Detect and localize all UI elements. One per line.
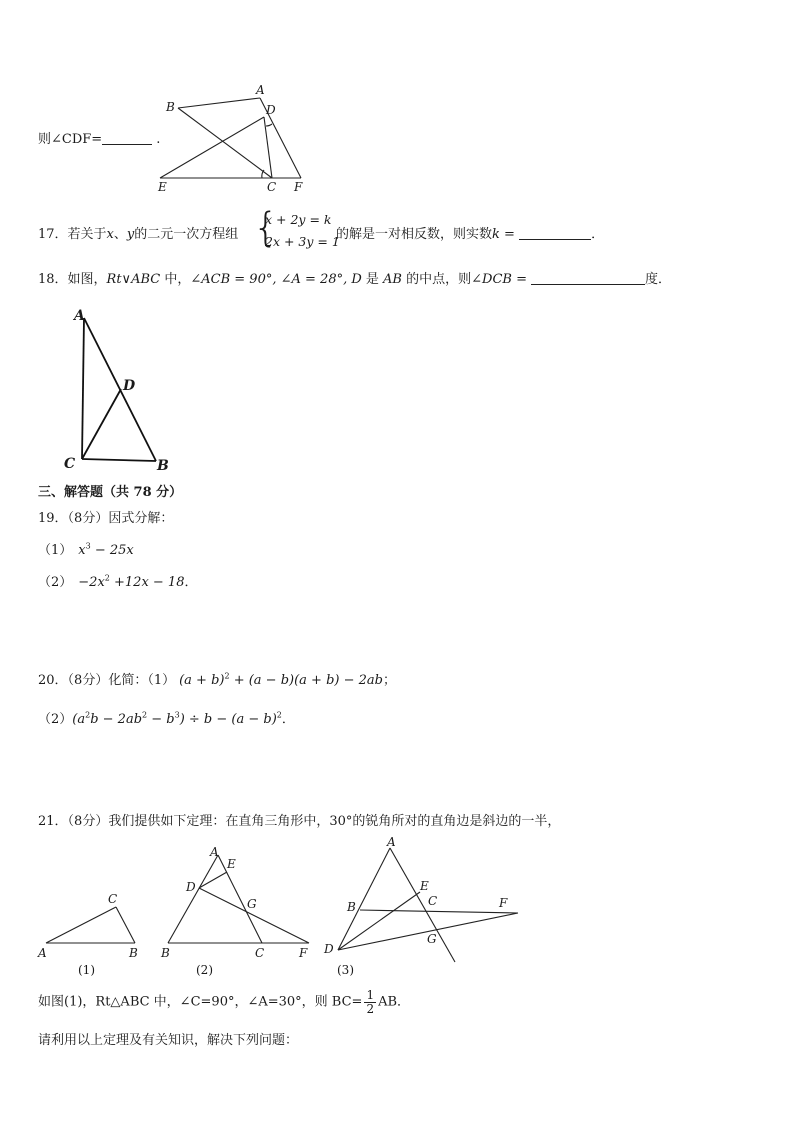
q19-title: 19．（8分）因式分解：	[38, 511, 174, 526]
q17-var-y: y	[126, 227, 135, 242]
q20-p2-a: (a	[72, 712, 86, 727]
q21-statement-b: AB．	[378, 994, 411, 1010]
q16-end: .	[156, 132, 161, 147]
q19-p2-expr-a: −2x	[78, 575, 105, 590]
q17-suffix: 的解是一对相反数，则实数	[336, 227, 493, 242]
q21-fig2-label-b: B	[161, 946, 170, 960]
section-3-title: 三、解答题（共 78 分）	[38, 485, 183, 500]
q20-p1-b: + (a − b)(a + b) − 2ab	[229, 673, 383, 688]
q21-fig3-label-e: E	[420, 879, 429, 893]
q21-fig1-label-c: C	[108, 892, 118, 906]
q17-system-brace: {	[253, 205, 279, 251]
q18-mid3: 的中点，则	[402, 272, 472, 287]
q18-dcb: ∠DCB =	[471, 272, 527, 287]
q21-fig2-lines	[168, 855, 309, 943]
q21-frac-den: 2	[366, 1001, 375, 1016]
q17-var-k: k	[492, 227, 500, 242]
q21-fig3-label-c: C	[428, 894, 438, 908]
q18-label-d: D	[123, 378, 136, 394]
q20-p2-d: ) ÷ b − (a − b)	[179, 712, 277, 727]
q17-comma: 、	[113, 227, 127, 242]
q16-label-f: F	[294, 180, 303, 194]
q21-fig1-label-b: B	[129, 946, 138, 960]
q21-statement-a: 如图(1)，Rt△ABC 中，∠C=90°，∠A=30°，则 BC=	[38, 994, 363, 1010]
q17-eq-sign: =	[499, 227, 520, 242]
q19-p2-expr-sup: 2	[104, 573, 110, 583]
q17-var-x: x	[106, 227, 114, 242]
q18-label-b: B	[157, 458, 169, 474]
q20-p2-end: ．	[281, 712, 295, 727]
q21-fig2-label-d: D	[186, 880, 196, 894]
q21-fig2-label-g: G	[247, 897, 257, 911]
q21-fig3-label-d: D	[324, 942, 334, 956]
q17-eq1: x + 2y = k	[265, 212, 332, 227]
q21-fig2-label-c: C	[255, 946, 265, 960]
q18-ab: AB	[383, 272, 402, 287]
q18-suffix: 度．	[644, 272, 671, 287]
q21-fig2-label-f: F	[299, 946, 308, 960]
q18-mid2: 是	[361, 272, 384, 287]
q19-p1-expr-b: − 25x	[90, 543, 134, 558]
q17-end: ．	[591, 227, 605, 242]
q17-middle: 的二元一次方程组	[134, 227, 239, 242]
q21-fig3-label-g: G	[427, 932, 437, 946]
q16-text: 则∠CDF=	[38, 132, 103, 147]
q18-label-c: C	[64, 456, 76, 472]
q19-p2-expr-b: +12x − 18	[109, 575, 185, 590]
q20-p2-sup4: 2	[276, 710, 282, 720]
q21-instruction: 请利用以上定理及有关知识，解决下列问题：	[38, 1033, 299, 1048]
q18-label-a: A	[74, 308, 85, 324]
q20-p2-sup3: 3	[174, 710, 180, 720]
q18-rt: Rt∨ABC	[106, 272, 161, 287]
q16-label-a: A	[256, 83, 265, 97]
q20-p2-sup1: 2	[85, 710, 91, 720]
q20-p2-label: （2）	[38, 712, 73, 727]
q21-statement	[38, 989, 410, 1015]
q21-fig1-label-a: A	[38, 946, 47, 960]
q21-fraction-half	[364, 989, 376, 1015]
q21-fig3-caption: (3)	[337, 963, 354, 977]
q19-p2-end: ．	[184, 575, 198, 590]
q20-title: 20．（8分）化简：（1）	[38, 673, 176, 688]
q18-cond: ∠ACB = 90°, ∠A = 28°, D	[190, 272, 362, 287]
q21-fig2-label-e: E	[227, 857, 236, 871]
q16-label-c: C	[267, 180, 277, 194]
q21-fig1-lines	[46, 907, 135, 943]
q17-eq2: 2x + 3y = 1	[265, 234, 340, 249]
q21-fig3-label-f: F	[499, 896, 508, 910]
q21-fig3-label-b: B	[347, 900, 356, 914]
q20-p1-sup1: 2	[224, 671, 230, 681]
q18-prefix: 18．如图，	[38, 272, 107, 287]
q16-label-d: D	[266, 103, 276, 117]
q20-p2-sup2: 2	[142, 710, 148, 720]
q20-p1-end: ；	[382, 673, 396, 688]
q16-label-e: E	[158, 180, 167, 194]
q20-p1-a: (a + b)	[179, 673, 225, 688]
q16-label-b: B	[166, 100, 175, 114]
q19-p1-expr-a: x	[78, 543, 86, 558]
q19-p1-label: （1）	[38, 543, 73, 558]
q21-fig3-label-a: A	[387, 835, 396, 849]
q21-frac-num: 1	[366, 988, 375, 1002]
q21-title: 21．（8分）我们提供如下定理：在直角三角形中，30°的锐角所对的直角边是斜边的一半，	[38, 814, 561, 829]
q20-p2-c: − b	[147, 712, 175, 727]
q19-p2-label: （2）	[38, 575, 73, 590]
q20-p2-b: b − 2ab	[90, 712, 143, 727]
q17-prefix: 17．若关于	[38, 227, 107, 242]
q21-fig1-caption: (1)	[78, 963, 95, 977]
q21-fig2-label-a: A	[210, 845, 219, 859]
q18-mid1: 中，	[160, 272, 191, 287]
q19-p1-expr-sup: 3	[85, 541, 91, 551]
q21-fig2-caption: (2)	[196, 963, 213, 977]
